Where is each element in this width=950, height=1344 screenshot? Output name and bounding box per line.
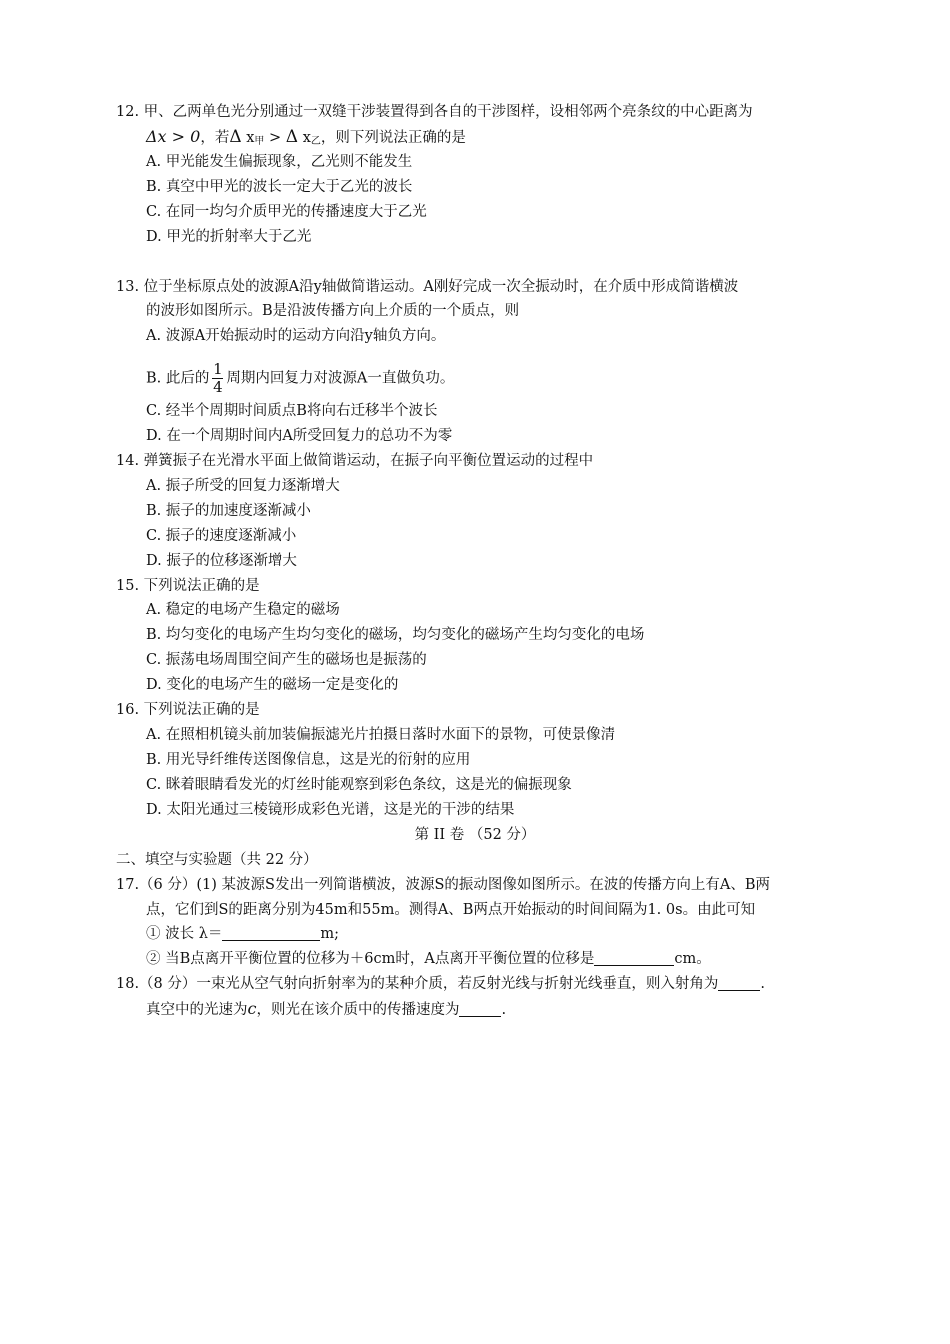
q12-sub-yi: 乙 [310, 136, 321, 147]
q12-stem-line1: 12. 甲、乙两单色光分别通过一双缝干涉装置得到各自的干涉图样，设相邻两个亮条纹的中心距离为 [116, 104, 753, 120]
q14-option-d: D. 振子的位移逐渐增大 [146, 553, 297, 569]
q12-option-b: B. 真空中甲光的波长一定大于乙光的波长 [146, 179, 413, 195]
q12-x-a: x [246, 130, 255, 146]
q12-greater-than: > [264, 130, 286, 146]
q17-stem-line1: 17.（6 分）(1) 某波源S发出一列简谐横波，波源S的振动图像如图所示。在波的传播方向上有A、B两 [116, 877, 771, 893]
q13-option-d: D. 在一个周期时间内A所受回复力的总功不为零 [146, 428, 453, 444]
q15-option-b: B. 均匀变化的电场产生均匀变化的磁场，均匀变化的磁场产生均匀变化的电场 [146, 627, 645, 643]
part2-title: 第 II 卷 （52 分） [414, 827, 536, 843]
q18-stem2-period: . [501, 1002, 507, 1018]
fraction-denominator: 4 [213, 378, 223, 396]
q18-stem-line1 [116, 974, 765, 994]
q13-option-c: C. 经半个周期时间质点B将向右迁移半个波长 [146, 403, 438, 419]
q17-sub1 [146, 924, 339, 944]
q13-option-a: A. 波源A开始振动时的运动方向沿y轴负方向。 [146, 328, 446, 344]
q12-option-c: C. 在同一均匀介质甲光的传播速度大于乙光 [146, 204, 427, 220]
q16-stem: 16. 下列说法正确的是 [116, 702, 260, 718]
q17-sub2-prefix: ② 当B点离开平衡位置的位移为＋6cm时，A点离开平衡位置的位移是 [146, 951, 595, 967]
q17-sub2-unit: cm。 [674, 951, 711, 967]
q12-delta-x-condition: Δx > 0 [146, 127, 201, 146]
q12-sub-jia: 甲 [254, 136, 265, 147]
q16-option-d: D. 太阳光通过三棱镜形成彩色光谱，这是光的干涉的结果 [146, 802, 515, 818]
q12-delta-symbol-b: Δ [285, 127, 299, 147]
q13-stem-line1: 13. 位于坐标原点处的波源A沿y轴做简谐运动。A刚好完成一次全振动时，在介质中形成简谐横波 [116, 279, 739, 295]
q17-sub1-unit: m; [320, 926, 340, 942]
q12-stem-tail: ，则下列说法正确的是 [320, 130, 466, 146]
q12-x-b: x [302, 130, 311, 146]
q14-option-a: A. 振子所受的回复力逐渐增大 [146, 478, 340, 494]
q14-option-c: C. 振子的速度逐渐减小 [146, 528, 297, 544]
q12-delta-symbol-a: Δ [229, 127, 242, 147]
q13-option-b-suffix: 周期内回复力对波源A一直做负功。 [226, 370, 455, 387]
quarter-fraction [212, 362, 223, 395]
q15-option-d: D. 变化的电场产生的磁场一定是变化的 [146, 677, 399, 693]
q13-option-b [146, 362, 454, 395]
q16-option-c: C. 眯着眼睛看发光的灯丝时能观察到彩色条纹，这是光的偏振现象 [146, 777, 572, 793]
medium-speed-answer-blank[interactable] [459, 1001, 501, 1017]
wavelength-answer-blank[interactable] [222, 925, 320, 941]
q18-stem2-text: 真空中的光速为 [146, 1002, 248, 1018]
q13-option-b-prefix: B. 此后的 [146, 370, 210, 387]
q12-option-d: D. 甲光的折射率大于乙光 [146, 229, 312, 245]
q13-stem-line2: 的波形如图所示。B是沿波传播方向上介质的一个质点，则 [146, 303, 520, 319]
fraction-numerator: 1 [213, 360, 223, 378]
q14-stem: 14. 弹簧振子在光滑水平面上做简谐运动，在振子向平衡位置运动的过程中 [116, 453, 594, 469]
q18-stem2-mid: ，则光在该介质中的传播速度为 [256, 1002, 460, 1018]
q17-sub2 [146, 949, 711, 969]
speed-of-light-symbol: c [247, 999, 257, 1018]
q16-option-b: B. 用光导纤维传送图像信息，这是光的衍射的应用 [146, 752, 471, 768]
q15-stem: 15. 下列说法正确的是 [116, 578, 260, 594]
q17-sub1-prefix: ① 波长 λ＝ [146, 926, 223, 942]
q17-stem-line2: 点，它们到S的距离分别为45m和55m。测得A、B两点开始振动的时间间隔为1. 0s。由此可知 [146, 902, 756, 918]
q18-stem1-text: 18.（8 分）一束光从空气射向折射率为的某种介质，若反射光线与折射光线垂直，则入射角为 [116, 976, 719, 992]
q15-option-a: A. 稳定的电场产生稳定的磁场 [146, 602, 340, 618]
q15-option-c: C. 振荡电场周围空间产生的磁场也是振荡的 [146, 652, 427, 668]
q12-stem-line2 [146, 127, 466, 152]
incidence-angle-answer-blank[interactable] [718, 975, 760, 991]
q12-option-a: A. 甲光能发生偏振现象，乙光则不能发生 [146, 154, 413, 170]
section2-title: 二、填空与实验题（共 22 分） [116, 852, 318, 868]
q16-option-a: A. 在照相机镜头前加装偏振滤光片拍摄日落时水面下的景物，可使景像清 [146, 727, 616, 743]
q12-stem-if: ，若 [200, 130, 230, 146]
q14-option-b: B. 振子的加速度逐渐减小 [146, 503, 311, 519]
q18-stem-line2 [146, 999, 506, 1020]
q18-stem1-period: . [760, 976, 766, 992]
displacement-answer-blank[interactable] [594, 950, 674, 966]
